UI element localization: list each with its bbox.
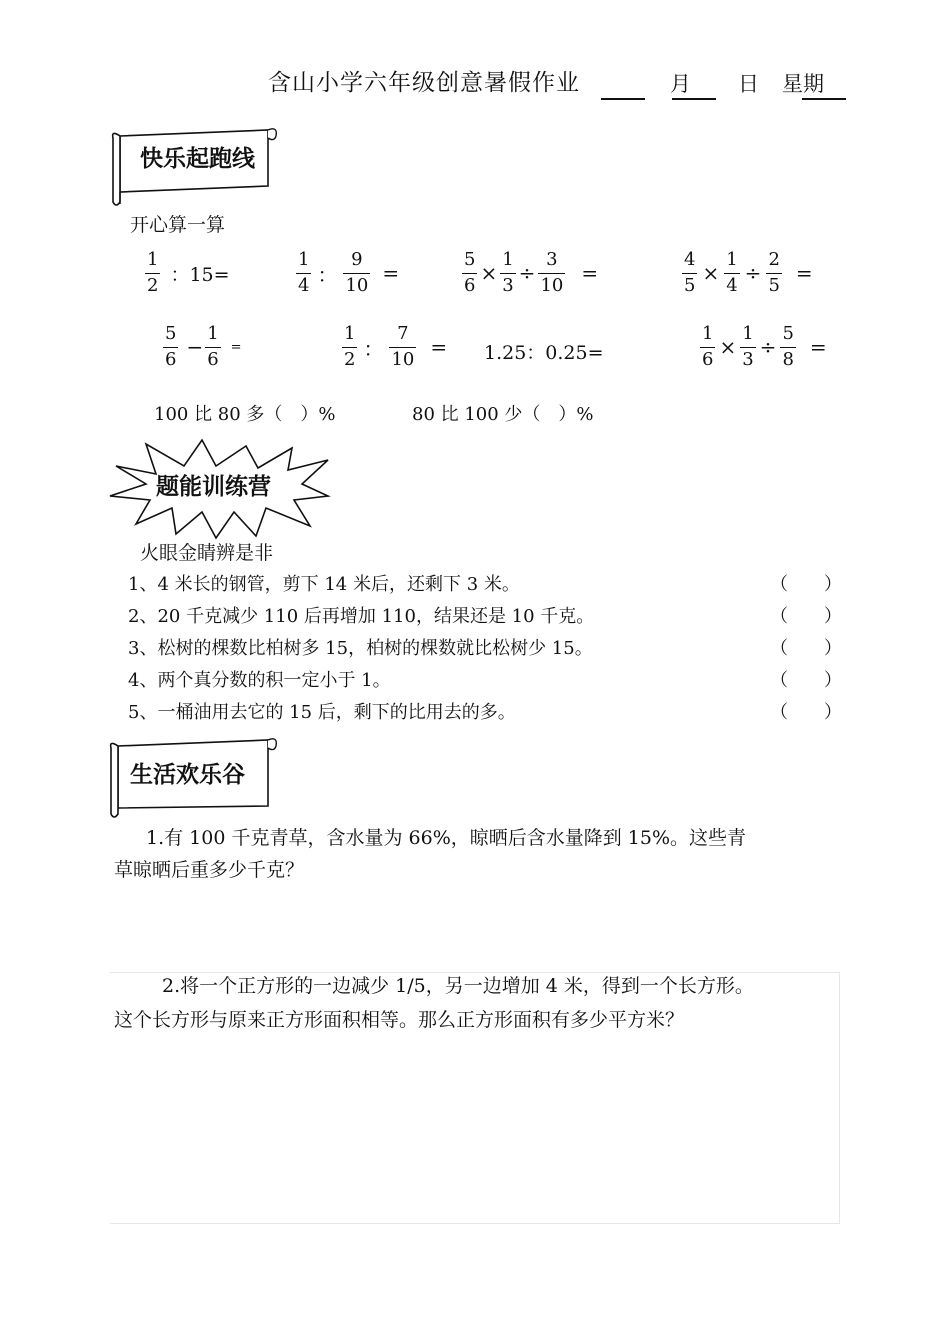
expr-2-2: $\frac{1}{2}$ ： $\frac{7}{10}$ =	[344, 323, 448, 370]
percent-question-2: 80 比 100 少（ ）%	[412, 404, 594, 425]
expr-1-4: $\frac{4}{5}$ × $\frac{1}{4}$ ÷ $\frac{2}{5}$ =	[684, 249, 813, 296]
weekday-blank	[802, 98, 846, 100]
problem-2-line-1: 2.将一个正方形的一边减少 1/5，另一边增加 4 米，得到一个长方形。	[162, 975, 754, 997]
month-label: 月	[670, 72, 691, 96]
expr-1-1: $\frac{1}{2}$ ：15=	[147, 249, 230, 296]
month-blank	[672, 98, 716, 100]
year-blank	[601, 98, 645, 100]
judge-item-4: 4、两个真分数的积一定小于 1。	[128, 670, 391, 691]
page-title: 含山小学六年级创意暑假作业	[268, 70, 580, 96]
problem-1-line-1: 1.有 100 千克青草，含水量为 66%，晾晒后含水量降到 15%。这些青	[146, 827, 747, 849]
problem-1-line-2: 草晾晒后重多少千克？	[114, 859, 305, 881]
expr-2-4: $\frac{1}{6}$ × $\frac{1}{3}$ ÷ $\frac{5}{8}$ =	[702, 323, 827, 370]
answer-blank-4[interactable]: （ ）	[770, 670, 842, 691]
judge-item-3: 3、松树的棵数比柏树多 15，柏树的棵数就比松树少 15。	[128, 638, 593, 659]
judge-item-2: 2、20 千克减少 110 后再增加 110，结果还是 10 千克。	[128, 606, 595, 627]
section1-subtitle: 开心算一算	[130, 214, 226, 236]
answer-blank-1[interactable]: （ ）	[770, 574, 842, 595]
judge-item-1: 1、4 米长的钢管，剪下 14 米后，还剩下 3 米。	[128, 574, 520, 595]
expr-2-3: 1.25：0.25=	[484, 342, 604, 364]
expr-1-2: $\frac{1}{4}$ ： $\frac{9}{10}$ =	[298, 249, 400, 296]
judge-item-5: 5、一桶油用去它的 15 后，剩下的比用去的多。	[128, 702, 516, 723]
banner-3-text: 生活欢乐谷	[130, 762, 245, 788]
answer-blank-3[interactable]: （ ）	[770, 638, 842, 659]
answer-blank-5[interactable]: （ ）	[770, 702, 842, 723]
weekday-label: 星期	[782, 72, 824, 96]
answer-blank-2[interactable]: （ ）	[770, 606, 842, 627]
banner-1-text: 快乐起跑线	[140, 146, 255, 172]
day-label: 日	[738, 72, 759, 96]
expr-2-1: $\frac{5}{6}$ − $\frac{1}{6}$ =	[165, 323, 242, 370]
expr-1-3: $\frac{5}{6}$ × $\frac{1}{3}$ ÷ $\frac{3}{10}$ =	[464, 249, 599, 296]
problem-2-line-2: 这个长方形与原来正方形面积相等。那么正方形面积有多少平方米？	[114, 1009, 685, 1031]
banner-2-text: 题能训练营	[156, 474, 271, 500]
percent-question-1: 100 比 80 多（ ）%	[154, 404, 336, 425]
section2-subtitle: 火眼金睛辨是非	[140, 542, 274, 564]
